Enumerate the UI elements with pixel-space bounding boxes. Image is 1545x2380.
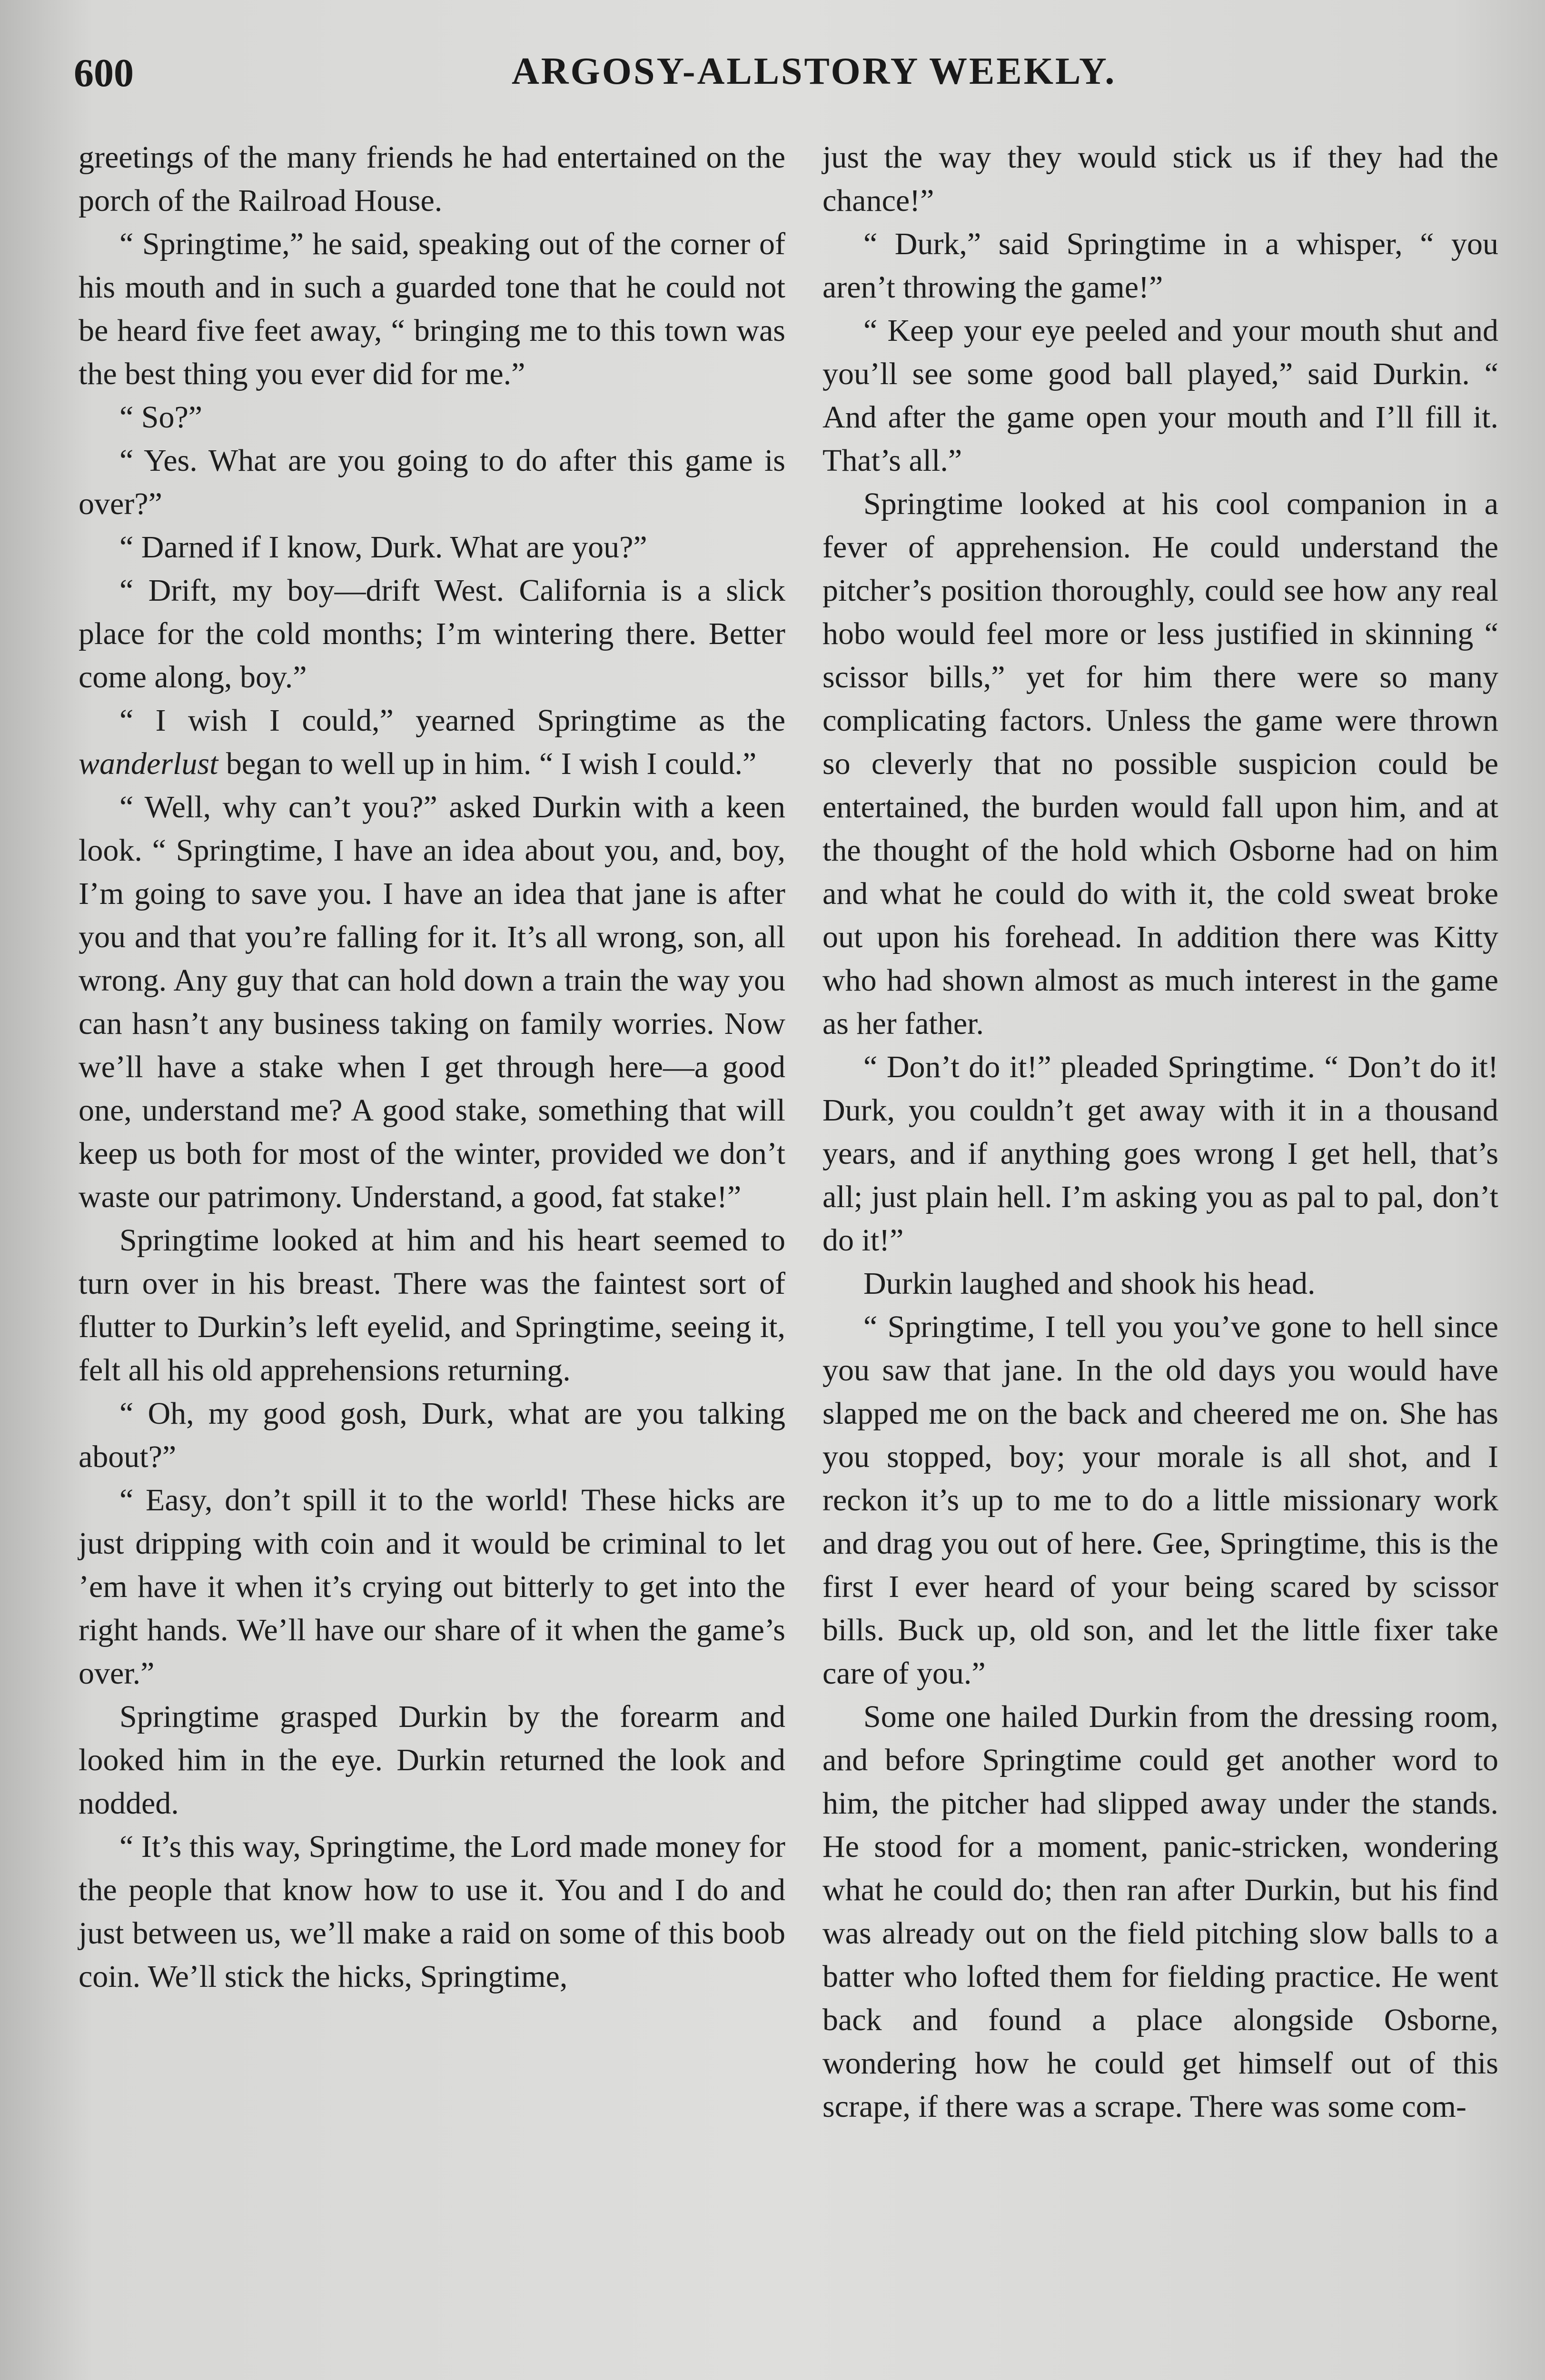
page-header [74, 50, 1497, 117]
paragraph: Springtime looked at him and his heart seemed to turn over in his breast. There was the faintest sort of flutter to Durkin’s left eyelid, and Springtime, seeing it, felt all his old apprehensions returning. [79, 1223, 785, 1388]
paragraph: “ Drift, my boy—drift West. California is a slick place for the cold months; I’m wintering there. Better come along, boy.” [79, 573, 785, 694]
paragraph: “ Springtime,” he said, speaking out of the corner of his mouth and in such a guarded tone that he could not be heard five feet away, “ bringing me to this town was the best thing you ever did for me.” [79, 227, 785, 391]
italic-word: wanderlust [79, 746, 218, 781]
paragraph: “ Well, why can’t you?” asked Durkin with a keen look. “ Springtime, I have an idea about you, and, boy, I’m going to save you. I have an idea that jane is after you and that you’re falling for it. It’s all wrong, son, all wrong. Any guy that can hold down a train the way you can hasn’t any business taking on family worries. Now we’ll have a stake when I get through here—a good one, understand me? A good stake, something that will keep us both for most of the winter, provided we don’t waste our patrimony. Understand, a good, fat stake!” [79, 790, 785, 1214]
page-number: 600 [74, 51, 134, 95]
paragraph: “ Don’t do it!” pleaded Springtime. “ Don’t do it! Durk, you couldn’t get away with it in a thousand years, and if anything goes wrong I get hell, that’s all; just plain hell. I’m asking you as pal to pal, don’t do it!” [822, 1050, 1498, 1258]
paragraph: just the way they would stick us if they had the chance!” [822, 140, 1498, 218]
paragraph: “ Keep your eye peeled and your mouth shut and you’ll see some good ball played,” said Durkin. “ And after the game open your mouth and I’ll fill it. That’s all.” [822, 313, 1498, 478]
paragraph: Some one hailed Durkin from the dressing room, and before Springtime could get another word to him, the pitcher had slipped away under the stands. He stood for a moment, panic-stricken, wondering what he could do; then ran after Durkin, but his find was already out on the field pitching slow balls to a batter who lofted them for fielding practice. He went back and found a place alongside Osborne, wondering how he could get himself out of this scrape, if there was a scrape. There was some com- [822, 1699, 1498, 2124]
paragraph: “ Darned if I know, Durk. What are you?” [119, 530, 647, 565]
paragraph: greetings of the many friends he had entertained on the porch of the Railroad House. [79, 140, 785, 218]
paragraph: “ Yes. What are you going to do after this game is over?” [79, 443, 785, 521]
paragraph: “ Durk,” said Springtime in a whisper, “ you aren’t throwing the game!” [822, 227, 1498, 305]
paragraph-text: “ I wish I could,” yearned Springtime as the [119, 703, 785, 738]
paragraph-text: began to well up in him. “ I wish I could.” [226, 746, 757, 781]
running-head: ARGOSY-ALLSTORY WEEKLY. [512, 50, 1117, 92]
paragraph: Durkin laughed and shook his head. [863, 1266, 1316, 1301]
paragraph: “ It’s this way, Springtime, the Lord made money for the people that know how to use it. You and I do and just between us, we’ll make a raid on some of this boob coin. We’ll stick the hicks, Springtime, [79, 1829, 785, 1994]
left-column [79, 136, 785, 2380]
paragraph: Springtime grasped Durkin by the forearm and looked him in the eye. Durkin returned the look and nodded. [79, 1699, 785, 1821]
right-column [822, 136, 1498, 2380]
paragraph: “ Easy, don’t spill it to the world! These hicks are just dripping with coin and it would be criminal to let ’em have it when it’s crying out bitterly to get into the right hands. We’ll have our share of it when the game’s over.” [79, 1483, 785, 1691]
paragraph: “ Oh, my good gosh, Durk, what are you talking about?” [79, 1396, 785, 1474]
paragraph: “ So?” [119, 400, 203, 435]
paragraph: Springtime looked at his cool companion in a fever of apprehension. He could understand the pitcher’s position thoroughly, could see how any real hobo would feel more or less justified in skinning “ scissor bills,” yet for him there were so many complicating factors. Unless the game were thrown so cleverly that no possible suspicion could be entertained, the burden would fall upon him, and at the thought of the hold which Osborne had on him and what he could do with it, the cold sweat broke out upon his forehead. In addition there was Kitty who had shown almost as much interest in the game as her father. [822, 486, 1498, 1041]
paragraph: “ Springtime, I tell you you’ve gone to hell since you saw that jane. In the old days you would have slapped me on the back and cheered me on. She has you stopped, boy; your morale is all shot, and I reckon it’s up to me to do a little missionary work and drag you out of here. Gee, Springtime, this is the first I ever heard of your being scared by scissor bills. Buck up, old son, and let the little fixer take care of you.” [822, 1309, 1498, 1691]
paragraph [79, 699, 785, 785]
